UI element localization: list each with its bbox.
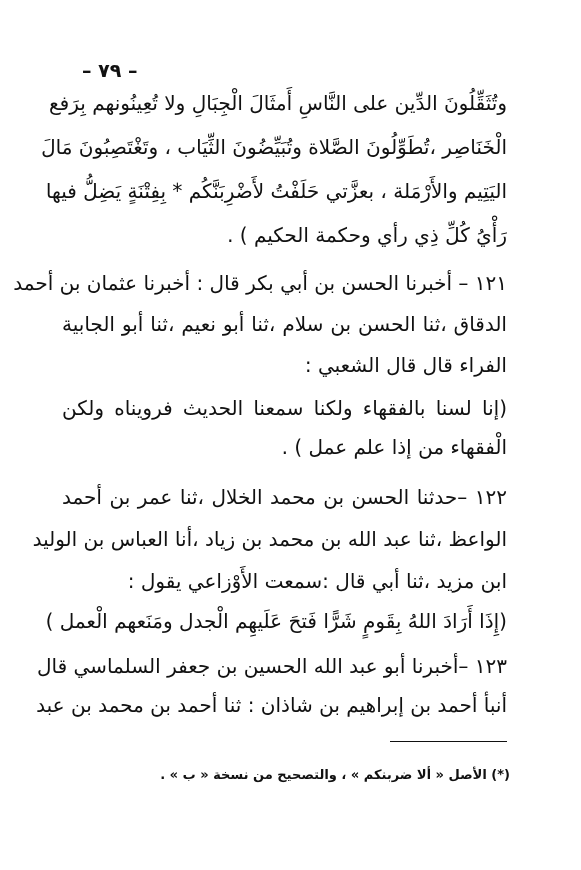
text-line: أنبأ أحمد بن إبراهيم بن شاذان : ثنا أحمد بن محمد بن عبد	[36, 693, 507, 717]
text-line: الفراء قال قال الشعبي :	[304, 353, 507, 377]
text-line: الواعظ ،ثنا عبد الله بن محمد بن زياد ،أنا العباس بن الوليد	[32, 527, 507, 551]
text-line: وتُثَقِّلُونَ الدِّين على النَّاسِ أَمثَالَ الْجِبَالِ ولا تُعِينُونهم بِرَفع	[49, 91, 507, 115]
text-line: الْفقهاء من إذا علم عمل ) .	[281, 435, 507, 459]
text-line: اليَتِيم والأَرْمَلة ، بعزَّتي حَلَفْتُ لأَضْرِبَنَّكُم * بِفِتْنَةٍ يَضِلُّ فيها	[45, 179, 507, 203]
text-line: (إِذَا أَرَادَ اللهُ بِقَومٍ شَرًّا فَتحَ عَلَيهِم الْجدل ومَنَعهم الْعمل )	[45, 609, 507, 633]
text-line: ابن مزيد ،ثنا أبي قال :سمعت الأَوْزاعي يقول :	[127, 569, 507, 593]
text-line: الْخَنَاصِر ،تُطَوِّلُونَ الصَّلاة وتُبَيِّضُونَ الثِّيَاب ، وتَغْتَصِبُونَ مَالَ	[41, 135, 507, 159]
footnote-divider	[390, 741, 507, 742]
page-number: – ٧٩ –	[82, 60, 138, 82]
text-line: الدقاق ،ثنا الحسن بن سلام ،ثنا أبو نعيم ،ثنا أبو الجابية	[62, 312, 507, 336]
footnote: (*) الأصل « ألا ضربنكم » ، والتصحيح من نسخة « ب » .	[160, 768, 510, 783]
text-line: (إنا لسنا بالفقهاء ولكنا سمعنا الحديث فرويناه ولكن	[62, 396, 507, 420]
hadith-121-line: ١٢١ – أخبرنا الحسن بن أبي بكر قال : أخبرنا عثمان بن أحمد	[13, 271, 507, 295]
hadith-122-line: ١٢٢ –حدثنا الحسن بن محمد الخلال ،ثنا عمر بن أحمد	[62, 485, 507, 509]
text-line: رَأْيُ كُلِّ ذِي رأي وحكمة الحكيم ) .	[227, 223, 507, 247]
hadith-123-line: ١٢٣ –أخبرنا أبو عبد الله الحسين بن جعفر السلماسي قال	[36, 654, 507, 678]
